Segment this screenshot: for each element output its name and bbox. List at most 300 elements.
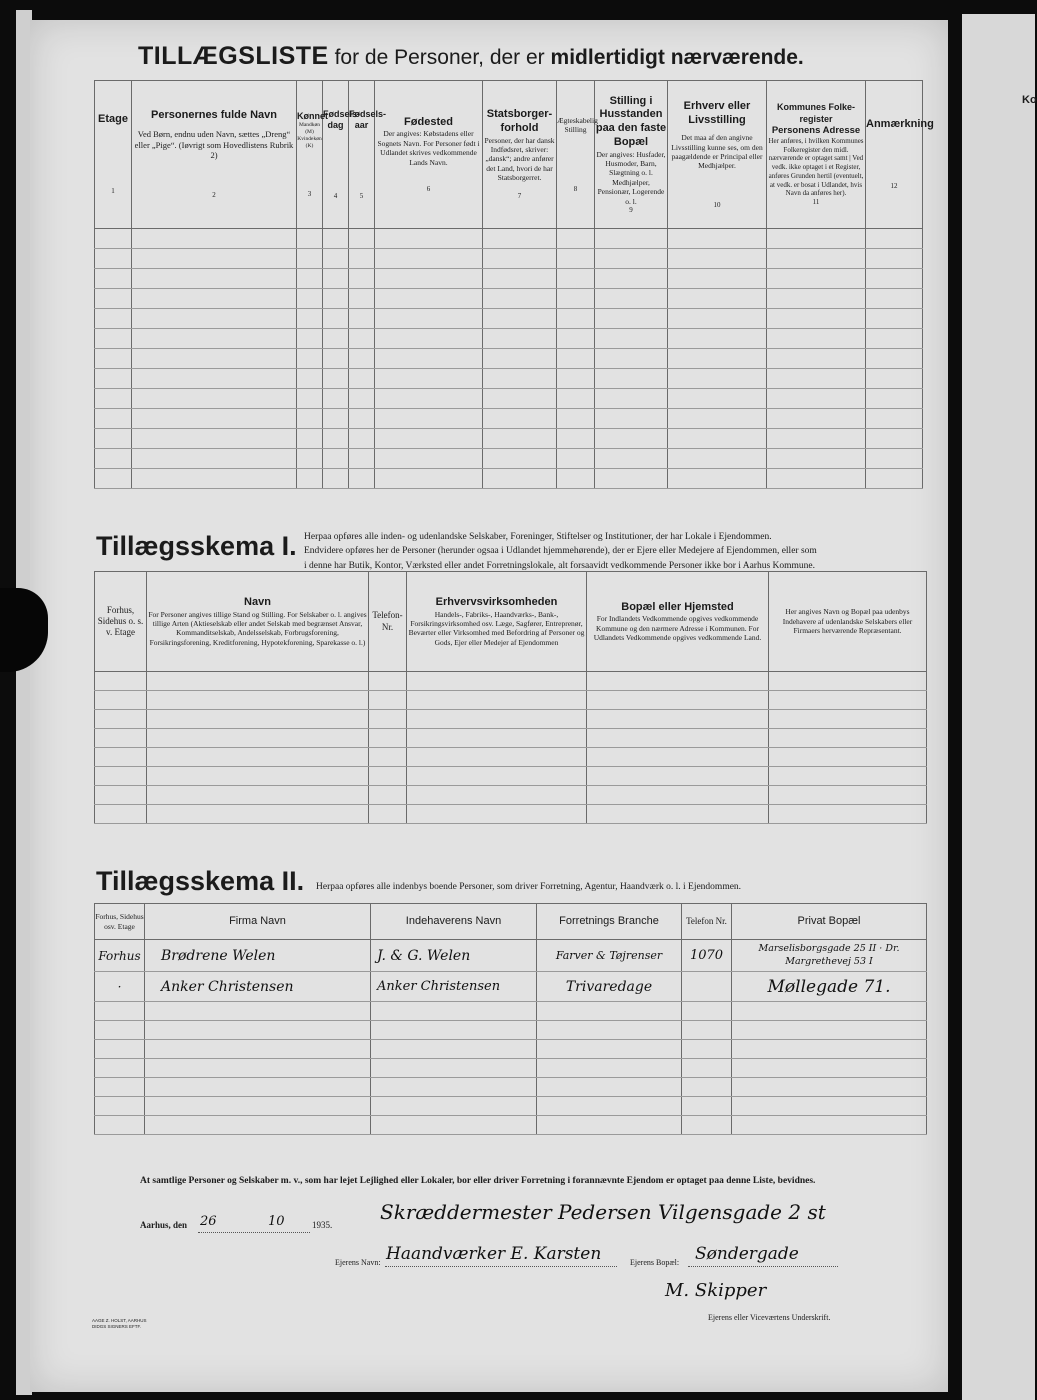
table-cell (375, 469, 483, 489)
table-cell (682, 1059, 732, 1078)
table-cell (147, 672, 369, 691)
table-cell (145, 1116, 371, 1135)
table-cell (95, 349, 132, 369)
table-cell (297, 269, 323, 289)
table-cell (668, 309, 767, 329)
table-cell (95, 710, 147, 729)
table-cell (95, 672, 147, 691)
table-cell (147, 748, 369, 767)
table-cell (323, 309, 349, 329)
table-cell (866, 369, 923, 389)
table-cell (537, 1078, 682, 1097)
skema1-header-row (95, 572, 927, 672)
table-cell (147, 710, 369, 729)
table-row (95, 672, 927, 691)
table-cell (369, 691, 407, 710)
table-cell (587, 729, 769, 748)
table-cell (323, 289, 349, 309)
table-cell (145, 1021, 371, 1040)
skema1-description (304, 530, 929, 573)
owner-address-label: Ejerens Bopæl: (630, 1258, 680, 1267)
table-cell (95, 289, 132, 309)
table-cell (407, 748, 587, 767)
table-cell (866, 429, 923, 449)
table-cell (767, 289, 866, 309)
table-cell (866, 249, 923, 269)
table-cell (483, 429, 557, 449)
table-cell (95, 805, 147, 824)
owner-name: Haandværker E. Karsten (386, 1244, 602, 1264)
col-anmaerkning: Anmærkning 12 (866, 81, 923, 229)
date-year: 1935. (312, 1220, 333, 1230)
table-cell (147, 786, 369, 805)
table-cell (587, 748, 769, 767)
table-cell (595, 349, 668, 369)
table-cell (132, 469, 297, 489)
table-cell (95, 469, 132, 489)
table-cell (866, 409, 923, 429)
table-cell (297, 449, 323, 469)
table-cell (668, 329, 767, 349)
title-mid: for de Personer, der er (334, 46, 545, 69)
table-cell (95, 329, 132, 349)
s2-branche: Trivaredage (537, 972, 682, 1002)
table-cell (587, 767, 769, 786)
table-row (95, 1097, 927, 1116)
s2-etage: · (95, 972, 145, 1002)
table-cell (682, 1040, 732, 1059)
table-cell (95, 429, 132, 449)
table-cell (668, 409, 767, 429)
table-cell (95, 1021, 145, 1040)
table-cell (483, 469, 557, 489)
table-cell (95, 249, 132, 269)
page-title (138, 42, 804, 71)
table-cell (375, 409, 483, 429)
s2-telefon (682, 972, 732, 1002)
table-cell (297, 349, 323, 369)
table-cell (483, 309, 557, 329)
table-row (95, 449, 923, 469)
table-cell (537, 1021, 682, 1040)
table-cell (375, 389, 483, 409)
table-cell (769, 672, 927, 691)
table-cell (147, 691, 369, 710)
table-cell (682, 1097, 732, 1116)
skema1-desc-line: Endvidere opføres her de Personer (herunder ogsaa i Udlandet hjemmehørende), der er Ejere eller Medejere af Ejendommen, eller som (304, 546, 817, 557)
s1-col-repr: Her angives Navn og Bopæl paa udenbys Indehavere af udenlandske Selskabers eller Firmaers herværende Repræsentant. (769, 572, 927, 672)
table-cell (95, 389, 132, 409)
table-cell (557, 329, 595, 349)
table-cell (595, 449, 668, 469)
table-cell (483, 249, 557, 269)
table-cell (95, 229, 132, 249)
table-cell (95, 369, 132, 389)
s2-indehaver: Anker Christensen (371, 972, 537, 1002)
table-cell (769, 767, 927, 786)
table-cell (595, 469, 668, 489)
s1-col-erhverv: Erhvervsvirksomheden Handels-, Fabriks-, Haandværks-, Bank-, Forsikringsvirksomhed osv. Læge, Sagfører, Entreprenør, Beværter eller Virksomhed med Befordring af Personer og Gods, Ejer eller Medejer af Ejendommen (407, 572, 587, 672)
table-cell (537, 1040, 682, 1059)
table-cell (147, 729, 369, 748)
table-cell (349, 429, 375, 449)
table-cell (323, 409, 349, 429)
table-cell (349, 249, 375, 269)
table-cell (132, 369, 297, 389)
table-cell (147, 767, 369, 786)
table-cell (95, 767, 147, 786)
table-row (95, 786, 927, 805)
table-cell (145, 1059, 371, 1078)
table-cell (767, 269, 866, 289)
s2-firma: Brødrene Welen (145, 940, 371, 972)
table-row (95, 1021, 927, 1040)
table-cell (769, 805, 927, 824)
table-cell (668, 269, 767, 289)
table-cell (767, 369, 866, 389)
table-cell (145, 1097, 371, 1116)
col-navn: Personernes fulde Navn Ved Børn, endnu uden Navn, sættes „Dreng“ eller „Pige“. (Iøvrigt som Hovedlistens Rubrik 2) 2 (132, 81, 297, 229)
table-cell (369, 710, 407, 729)
table-cell (537, 1059, 682, 1078)
table-cell (349, 269, 375, 289)
table-cell (323, 449, 349, 469)
table-cell (407, 729, 587, 748)
next-page-fragment: Ko (1022, 94, 1037, 106)
table-cell (767, 309, 866, 329)
table-cell (866, 329, 923, 349)
s2-indehaver: J. & G. Welen (371, 940, 537, 972)
table-cell (557, 409, 595, 429)
table-cell (767, 449, 866, 469)
skema2-body (95, 1002, 927, 1135)
skema2-header-row (95, 904, 927, 940)
table-cell (407, 691, 587, 710)
table-row (95, 710, 927, 729)
s2-col-bopael: Privat Bopæl (732, 904, 927, 940)
table-row (95, 369, 923, 389)
table-cell (668, 429, 767, 449)
table-cell (323, 229, 349, 249)
table-cell (145, 1002, 371, 1021)
table-cell (132, 249, 297, 269)
table-cell (297, 249, 323, 269)
next-page-edge (962, 14, 1035, 1400)
s1-col-bopael: Bopæl eller Hjemsted For Indlandets Vedkommende opgives vedkommende Kommune og den nærmere Adresse i Kommunen. For Udlandets Vedkommende opgives vedkommende Land. (587, 572, 769, 672)
table-cell (375, 369, 483, 389)
table-cell (132, 329, 297, 349)
table-cell (369, 786, 407, 805)
table-cell (866, 309, 923, 329)
owner-name-label: Ejerens Navn: (335, 1258, 381, 1267)
s2-col-branche: Forretnings Branche (537, 904, 682, 940)
table-cell (682, 1116, 732, 1135)
table-cell (145, 1040, 371, 1059)
table-cell (407, 805, 587, 824)
table-cell (95, 269, 132, 289)
table-row (95, 309, 923, 329)
table-cell (132, 409, 297, 429)
table-cell (323, 269, 349, 289)
table-cell (95, 786, 147, 805)
table-cell (323, 349, 349, 369)
table-cell (483, 409, 557, 429)
table-cell (349, 369, 375, 389)
table-row (95, 329, 923, 349)
table-cell (866, 229, 923, 249)
table-cell (732, 1097, 927, 1116)
table-cell (732, 1078, 927, 1097)
table-cell (95, 1002, 145, 1021)
table-cell (557, 429, 595, 449)
table-cell (297, 289, 323, 309)
table-cell (483, 389, 557, 409)
s2-bopael: Marselisborgsgade 25 II · Dr. Margrethevej 53 I (732, 940, 927, 972)
table-cell (557, 449, 595, 469)
table-row (95, 691, 927, 710)
table-row (95, 805, 927, 824)
table-cell (95, 1040, 145, 1059)
table-cell (371, 1097, 537, 1116)
title-end: midlertidigt nærværende. (550, 46, 804, 69)
skema1-body (95, 672, 927, 824)
table-cell (375, 329, 483, 349)
table-cell (767, 229, 866, 249)
table-cell (668, 469, 767, 489)
table-cell (595, 269, 668, 289)
signature-label: Ejerens eller Viceværtens Underskrift. (708, 1313, 831, 1322)
table-cell (595, 249, 668, 269)
date-month: 10 (268, 1214, 285, 1229)
col-adresse: Kommunes Folke-register Personens Adresse Her anføres, i hvilken Kommunes Folkeregister den midl. nærværende er optaget samt | Ved vedk. ikke optaget i et Register, anføres Grunden hertil (eventuelt, at vedk. er bosat i Udlandet, hvis Navn da anføres her). 11 (767, 81, 866, 229)
table-row (95, 469, 923, 489)
table-cell (375, 269, 483, 289)
table-cell (595, 289, 668, 309)
table-cell (132, 429, 297, 449)
table-cell (375, 309, 483, 329)
table-cell (132, 309, 297, 329)
table-cell (732, 1116, 927, 1135)
table-cell (732, 1059, 927, 1078)
s2-bopael: Møllegade 71. (732, 972, 927, 1002)
table-row (95, 249, 923, 269)
table-row (95, 409, 923, 429)
table-cell (375, 249, 483, 269)
main-body (95, 229, 923, 489)
table-cell (297, 229, 323, 249)
table-row (95, 429, 923, 449)
table-cell (349, 469, 375, 489)
table-cell (483, 269, 557, 289)
table-cell (371, 1021, 537, 1040)
table-cell (557, 309, 595, 329)
main-header-row (95, 81, 923, 229)
table-cell (297, 369, 323, 389)
s2-firma: Anker Christensen (145, 972, 371, 1002)
table-cell (682, 1021, 732, 1040)
table-cell (767, 429, 866, 449)
table-cell (323, 429, 349, 449)
table-cell (866, 349, 923, 369)
table-cell (595, 389, 668, 409)
table-cell (369, 672, 407, 691)
handwritten-signature-line: Skræddermester Pedersen Vilgensgade 2 st (380, 1200, 826, 1224)
table-cell (407, 710, 587, 729)
table-cell (557, 249, 595, 269)
table-cell (297, 389, 323, 409)
table-cell (557, 229, 595, 249)
s2-col-etage: Forhus, Sidehus osv. Etage (95, 904, 145, 940)
table-cell (668, 289, 767, 309)
table-cell (682, 1078, 732, 1097)
table-cell (375, 229, 483, 249)
table-cell (349, 309, 375, 329)
table-cell (95, 1059, 145, 1078)
table-cell (297, 429, 323, 449)
table-cell (866, 289, 923, 309)
table-cell (371, 1040, 537, 1059)
s2-col-telefon: Telefon Nr. (682, 904, 732, 940)
table-cell (349, 389, 375, 409)
s2-col-indehaver: Indehaverens Navn (371, 904, 537, 940)
table-cell (732, 1021, 927, 1040)
table-row (95, 289, 923, 309)
table-cell (587, 710, 769, 729)
table-cell (682, 1002, 732, 1021)
skema2-title: Tillægsskema II. (96, 866, 305, 896)
table-cell (132, 229, 297, 249)
table-cell (95, 1097, 145, 1116)
table-cell (375, 449, 483, 469)
table-cell (297, 469, 323, 489)
col-erhverv: Erhverv eller Livsstilling Det maa af den angivne Livsstilling kunne ses, om den paagældende er Principal eller Medhjælper. 10 (668, 81, 767, 229)
table-row (95, 389, 923, 409)
table-cell (349, 349, 375, 369)
skema1-desc-line: Herpaa opføres alle inden- og udenlandske Selskaber, Foreninger, Stiftelser og Institutioner, der har Lokale i Ejendommen. (304, 532, 772, 542)
table-cell (767, 409, 866, 429)
table-cell (132, 289, 297, 309)
table-row (95, 729, 927, 748)
table-cell (537, 1002, 682, 1021)
table-cell (369, 767, 407, 786)
table-cell (132, 449, 297, 469)
table-cell (668, 249, 767, 269)
table-cell (769, 710, 927, 729)
table-row (95, 1116, 927, 1135)
table-cell (95, 691, 147, 710)
table-cell (668, 449, 767, 469)
table-cell (483, 289, 557, 309)
date-day: 26 (200, 1214, 217, 1229)
table-cell (349, 289, 375, 309)
table-cell (323, 369, 349, 389)
table-cell (375, 429, 483, 449)
table-cell (732, 1002, 927, 1021)
table-cell (371, 1078, 537, 1097)
table-cell (537, 1097, 682, 1116)
col-aegteskab: Ægteskabelig Stilling 8 (557, 81, 595, 229)
table-row (95, 229, 923, 249)
table-cell (767, 469, 866, 489)
table-cell (483, 329, 557, 349)
table-cell (668, 389, 767, 409)
table-row (95, 1040, 927, 1059)
table-cell (587, 672, 769, 691)
table-cell (769, 691, 927, 710)
table-cell (323, 249, 349, 269)
col-foedselsaar: Fødsels-aar 5 (349, 81, 375, 229)
table-cell (95, 729, 147, 748)
table-cell (866, 449, 923, 469)
table-cell (95, 449, 132, 469)
table-row (95, 1002, 927, 1021)
attestation-statement: At samtlige Personer og Selskaber m. v., som har lejet Lejlighed eller Lokaler, bor eller driver Forretning i forannævnte Ejendom er optaget paa denne Liste, bevidnes. (140, 1176, 816, 1186)
table-cell (595, 429, 668, 449)
table-cell (767, 329, 866, 349)
table-cell (483, 369, 557, 389)
s2-etage: Forhus (95, 940, 145, 972)
table-cell (483, 229, 557, 249)
table-cell (595, 369, 668, 389)
table-cell (349, 229, 375, 249)
table-cell (537, 1116, 682, 1135)
table-cell (767, 349, 866, 369)
s1-col-navn: Navn For Personer angives tillige Stand og Stilling. For Selskaber o. l. angives tillige Arten (Aktieselskab eller andet Selskab med begrænset Ansvar, Kommanditselskab, Andelsselskab, Forbrugsforening, Forsikringsforening, Kreditforening, Hypotekforening, Sparekasse o. l.) (147, 572, 369, 672)
table-row (95, 767, 927, 786)
table-cell (595, 229, 668, 249)
col-statsborger: Statsborger-forhold Personer, der har dansk Indfødsret, skriver: „dansk“; andre anfører det Land, hvori de har Statsborgerret. 7 (483, 81, 557, 229)
table-cell (132, 389, 297, 409)
skema1-title: Tillægsskema I. (96, 531, 297, 561)
table-cell (95, 748, 147, 767)
table-cell (767, 249, 866, 269)
col-koen: Kønnet Mandkøn (M) Kvindekøn (K) 3 (297, 81, 323, 229)
col-foedested: Fødested Der angives: Købstadens eller Sognets Navn. For Personer født i Udlandet skrives vedkommende Lands Navn. 6 (375, 81, 483, 229)
table-cell (349, 409, 375, 429)
table-cell (769, 748, 927, 767)
s2-col-firma: Firma Navn (145, 904, 371, 940)
table-cell (767, 389, 866, 409)
table-cell (769, 729, 927, 748)
skema1-table (94, 571, 927, 824)
vicevaert-signature: M. Skipper (665, 1280, 767, 1301)
table-cell (375, 349, 483, 369)
table-cell (557, 369, 595, 389)
place-label: Aarhus, den (140, 1220, 188, 1230)
table-cell (375, 289, 483, 309)
main-table (94, 80, 934, 489)
table-cell (557, 269, 595, 289)
table-cell (587, 691, 769, 710)
table-cell (557, 349, 595, 369)
table-row (95, 1059, 927, 1078)
table-cell (369, 805, 407, 824)
table-cell (866, 269, 923, 289)
table-cell (595, 329, 668, 349)
title-bold: TILLÆGSLISTE (138, 42, 329, 70)
s1-col-etage: Forhus, Sidehus o. s. v. Etage (95, 572, 147, 672)
printer-mark: AAGE Z. HOLST, AARHUS DIDGS SIGNERS EFTF. (92, 1318, 147, 1329)
table-cell (371, 1002, 537, 1021)
table-cell (866, 389, 923, 409)
table-cell (95, 309, 132, 329)
table-cell (668, 349, 767, 369)
table-row (95, 972, 927, 1002)
table-cell (557, 469, 595, 489)
table-cell (587, 805, 769, 824)
table-cell (95, 1078, 145, 1097)
table-cell (323, 389, 349, 409)
